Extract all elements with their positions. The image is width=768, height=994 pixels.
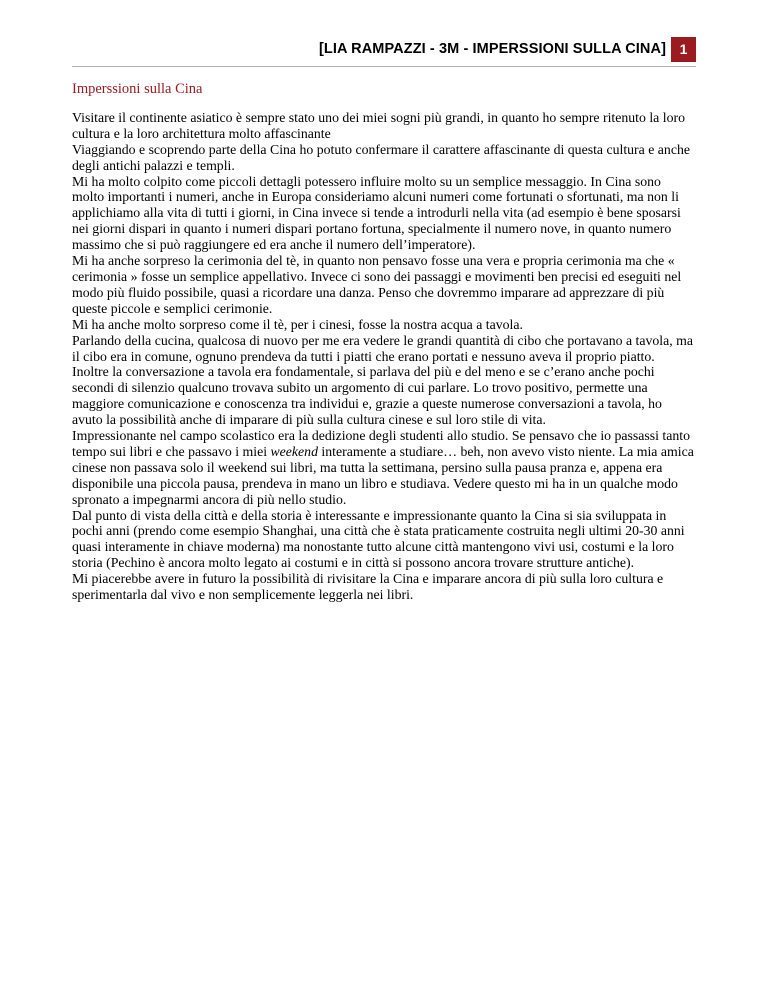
- study-text-before: Impressionante nel campo scolastico era la dedizione degli studenti allo studio. Se pensavo che io passassi tanto tempo sui libri e che passavo i miei: [72, 428, 691, 459]
- paragraph: Mi ha anche sorpreso la cerimonia del tè, in quanto non pensavo fosse una vera e propria cerimonia ma che « cerimonia » fosse un semplice appellativo. Invece ci sono dei passaggi e movimenti ben precisi ed eseguiti nel modo più fluido possibile, quasi a ricordare una danza. Penso che dovremmo imparare ad apprezzare di più queste piccole e semplici cerimonie.: [72, 253, 682, 316]
- paragraph: Viaggiando e scoprendo parte della Cina ho potuto confermare il carattere affascinante di questa cultura e anche degli antichi palazzi e templi.: [72, 141, 690, 173]
- study-paragraph: [72, 428, 694, 508]
- running-header-title: [LIA RAMPAZZI - 3M - IMPERSSIONI SULLA CINA]: [318, 41, 666, 57]
- paragraph: Mi ha anche molto sorpreso come il tè, per i cinesi, fosse la nostra acqua a tavola.: [72, 316, 523, 332]
- paragraph: Parlando della cucina, qualcosa di nuovo per me era vedere le grandi quantità di cibo che portavano a tavola, ma il cibo era in comune, ognuno prendeva da tutti i piatti che erano portati e nessuno aveva il proprio piatto. Inoltre la conversazione a tavola era fondamentale, si parlava del più e del meno e se c’erano anche pochi secondi di silenzio qualcuno trovava subito un argomento di cui parlare. Lo trovo positivo, permette una maggiore comunicazione e conoscenza tra individui e, grazie a queste numerose conversazioni a tavola, ho avuto la possibilità anche di imparare di più sulla cultura cinese e sul loro stile di vita.: [72, 332, 693, 428]
- paragraph: Mi ha molto colpito come piccoli dettagli potessero influire molto su un semplice messaggio. In Cina sono molto importanti i numeri, anche in Europa consideriamo alcuni numeri come fortunati o sfortunati, ma non li applichiamo alla vita di tutti i giorni, in Cina invece si tende a introdurli nella vita (ad esempio è bene sposarsi nei giorni dispari in quanto i numeri dispari portano fortuna, specialmente il numero nove, in quanto numero massimo che si può raggiungere ed era anche il numero dell’imperatore).: [72, 173, 681, 253]
- emphasized-word: weekend: [270, 443, 318, 459]
- document-title: Imperssioni sulla Cina: [72, 81, 203, 97]
- paragraph: Mi piacerebbe avere in futuro la possibilità di rivisitare la Cina e imparare ancora di più sulla loro cultura e sperimentarla dal vivo e non semplicemente leggerla nei libri.: [72, 571, 664, 603]
- page-header: [72, 37, 696, 67]
- document-body: [72, 82, 694, 603]
- paragraph: Dal punto di vista della città e della storia è interessante e impressionante quanto la Cina si sia sviluppata in pochi anni (prendo come esempio Shanghai, una città che è stata praticamente costruita negli ultimi 20-30 anni quasi interamente in chiave moderna) ma nonostante tutto alcune città mantengono vivi usi, costumi e la loro storia (Pechino è ancora molto legato ai costumi e in città si possono ancora trovare strutture antiche).: [72, 507, 685, 571]
- page-number-badge: 1: [671, 37, 696, 62]
- paragraph: Visitare il continente asiatico è sempre stato uno dei miei sogni più grandi, in quanto ho sempre ritenuto la loro cultura e la loro architettura molto affascinante: [72, 109, 685, 141]
- study-text-after: interamente a studiare… beh, non avevo visto niente. La mia amica cinese non passava solo il weekend sui libri, ma tutta la settimana, persino sulla pausa pranza e, appena era disponibile una piccola pausa, prendeva in mano un libro e studiava. Vedere questo mi ha in un qualche modo spronato a impegnarmi ancora di più nello studio.: [72, 443, 694, 507]
